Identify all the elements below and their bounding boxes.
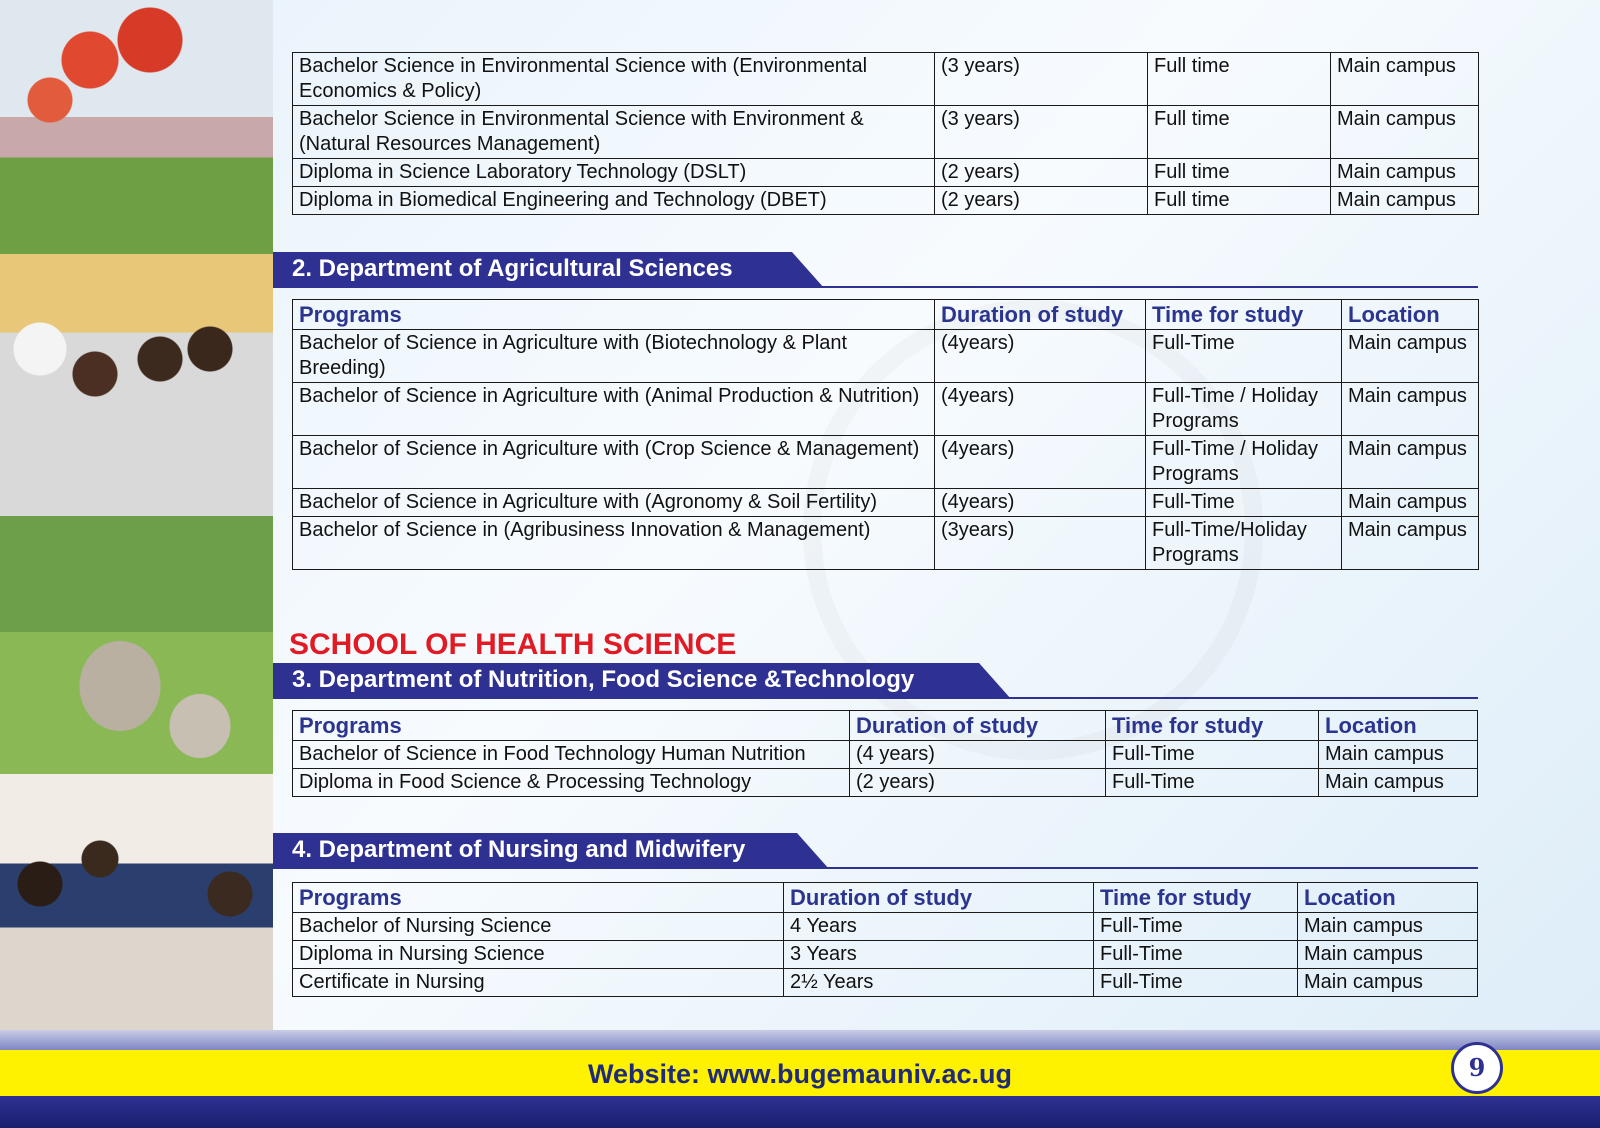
location-cell: Main campus (1298, 941, 1478, 969)
time-cell: Full-Time/Holiday Programs (1146, 517, 1342, 570)
duration-cell: (3 years) (935, 106, 1148, 159)
classroom-photo (0, 774, 273, 1030)
time-cell: Full-Time / Holiday Programs (1146, 383, 1342, 436)
time-cell: Full-Time (1146, 489, 1342, 517)
duration-cell: 3 Years (784, 941, 1094, 969)
location-cell: Main campus (1319, 741, 1478, 769)
dept-title: 4. Department of Nursing and Midwifery (292, 836, 746, 863)
program-cell: Bachelor of Science in Agriculture with (Crop Science & Management) (293, 436, 935, 489)
time-cell: Full-Time / Holiday Programs (1146, 436, 1342, 489)
environmental-programs-table (292, 52, 1479, 215)
school-heading: SCHOOL OF HEALTH SCIENCE (289, 628, 737, 661)
website-text: Website: www.bugemauniv.ac.ug (587, 1059, 1013, 1089)
header-duration: Duration of study (935, 300, 1146, 330)
time-cell: Full time (1148, 187, 1331, 215)
table-row (293, 436, 1479, 489)
duration-cell: (2 years) (935, 159, 1148, 187)
location-cell: Main campus (1319, 769, 1478, 797)
table-row (293, 383, 1479, 436)
content-area (273, 0, 1600, 1030)
nursing-programs-table (292, 882, 1478, 997)
location-cell: Main campus (1342, 517, 1479, 570)
duration-cell: (3years) (935, 517, 1146, 570)
time-cell: Full time (1148, 53, 1331, 106)
header-duration: Duration of study (784, 883, 1094, 913)
header-location: Location (1319, 711, 1478, 741)
duration-cell: (4years) (935, 330, 1146, 383)
program-cell: Bachelor Science in Environmental Science with Environment & (Natural Resources Management) (293, 106, 935, 159)
dept-title: 2. Department of Agricultural Sciences (292, 255, 733, 282)
photo-strip (0, 0, 273, 1030)
dept-title: 3. Department of Nutrition, Food Science &Technology (292, 666, 915, 693)
header-duration: Duration of study (850, 711, 1106, 741)
location-cell: Main campus (1342, 489, 1479, 517)
header-location: Location (1298, 883, 1478, 913)
duration-cell: (4years) (935, 489, 1146, 517)
time-cell: Full time (1148, 159, 1331, 187)
table-row (293, 941, 1478, 969)
header-time: Time for study (1146, 300, 1342, 330)
program-cell: Diploma in Nursing Science (293, 941, 784, 969)
header-location: Location (1342, 300, 1479, 330)
time-cell: Full-Time (1094, 969, 1298, 997)
table-row (293, 106, 1479, 159)
location-cell: Main campus (1298, 969, 1478, 997)
location-cell: Main campus (1331, 106, 1479, 159)
location-cell: Main campus (1331, 159, 1479, 187)
program-cell: Certificate in Nursing (293, 969, 784, 997)
table-row (293, 330, 1479, 383)
footer-band-top (0, 1030, 1600, 1050)
duration-cell: (4years) (935, 436, 1146, 489)
table-row (293, 769, 1478, 797)
time-cell: Full-Time (1106, 769, 1319, 797)
program-cell: Bachelor of Science in Agriculture with (Biotechnology & Plant Breeding) (293, 330, 935, 383)
program-cell: Bachelor of Nursing Science (293, 913, 784, 941)
location-cell: Main campus (1342, 383, 1479, 436)
program-cell: Bachelor Science in Environmental Science with (Environmental Economics & Policy) (293, 53, 935, 106)
nutrition-programs-table (292, 710, 1478, 797)
location-cell: Main campus (1298, 913, 1478, 941)
duration-cell: (2 years) (850, 769, 1106, 797)
duration-cell: (3 years) (935, 53, 1148, 106)
students-lab-photo (0, 254, 273, 516)
header-program: Programs (293, 711, 850, 741)
agricultural-programs-table (292, 299, 1479, 570)
table-row (293, 187, 1479, 215)
table-row (293, 159, 1479, 187)
time-cell: Full-Time (1106, 741, 1319, 769)
time-cell: Full time (1148, 106, 1331, 159)
table-row (293, 741, 1478, 769)
table-row (293, 517, 1479, 570)
header-program: Programs (293, 300, 935, 330)
time-cell: Full-Time (1146, 330, 1342, 383)
footer-band-bottom (0, 1096, 1600, 1128)
footer (0, 1030, 1600, 1128)
table-row (293, 489, 1479, 517)
duration-cell: (2 years) (935, 187, 1148, 215)
location-cell: Main campus (1342, 330, 1479, 383)
program-cell: Diploma in Science Laboratory Technology (DSLT) (293, 159, 935, 187)
duration-cell: (4 years) (850, 741, 1106, 769)
campus-photo (0, 0, 273, 254)
page-number: 9 (1451, 1042, 1503, 1094)
time-cell: Full-Time (1094, 913, 1298, 941)
table-row (293, 53, 1479, 106)
location-cell: Main campus (1331, 53, 1479, 106)
duration-cell: (4years) (935, 383, 1146, 436)
duration-cell: 4 Years (784, 913, 1094, 941)
header-time: Time for study (1106, 711, 1319, 741)
program-cell: Bachelor of Science in (Agribusiness Innovation & Management) (293, 517, 935, 570)
time-cell: Full-Time (1094, 941, 1298, 969)
header-program: Programs (293, 883, 784, 913)
header-time: Time for study (1094, 883, 1298, 913)
garden-photo (0, 516, 273, 774)
table-row (293, 969, 1478, 997)
location-cell: Main campus (1331, 187, 1479, 215)
program-cell: Diploma in Biomedical Engineering and Technology (DBET) (293, 187, 935, 215)
table-row (293, 913, 1478, 941)
program-cell: Diploma in Food Science & Processing Technology (293, 769, 850, 797)
program-cell: Bachelor of Science in Food Technology Human Nutrition (293, 741, 850, 769)
program-cell: Bachelor of Science in Agriculture with (Animal Production & Nutrition) (293, 383, 935, 436)
duration-cell: 2½ Years (784, 969, 1094, 997)
program-cell: Bachelor of Science in Agriculture with (Agronomy & Soil Fertility) (293, 489, 935, 517)
location-cell: Main campus (1342, 436, 1479, 489)
